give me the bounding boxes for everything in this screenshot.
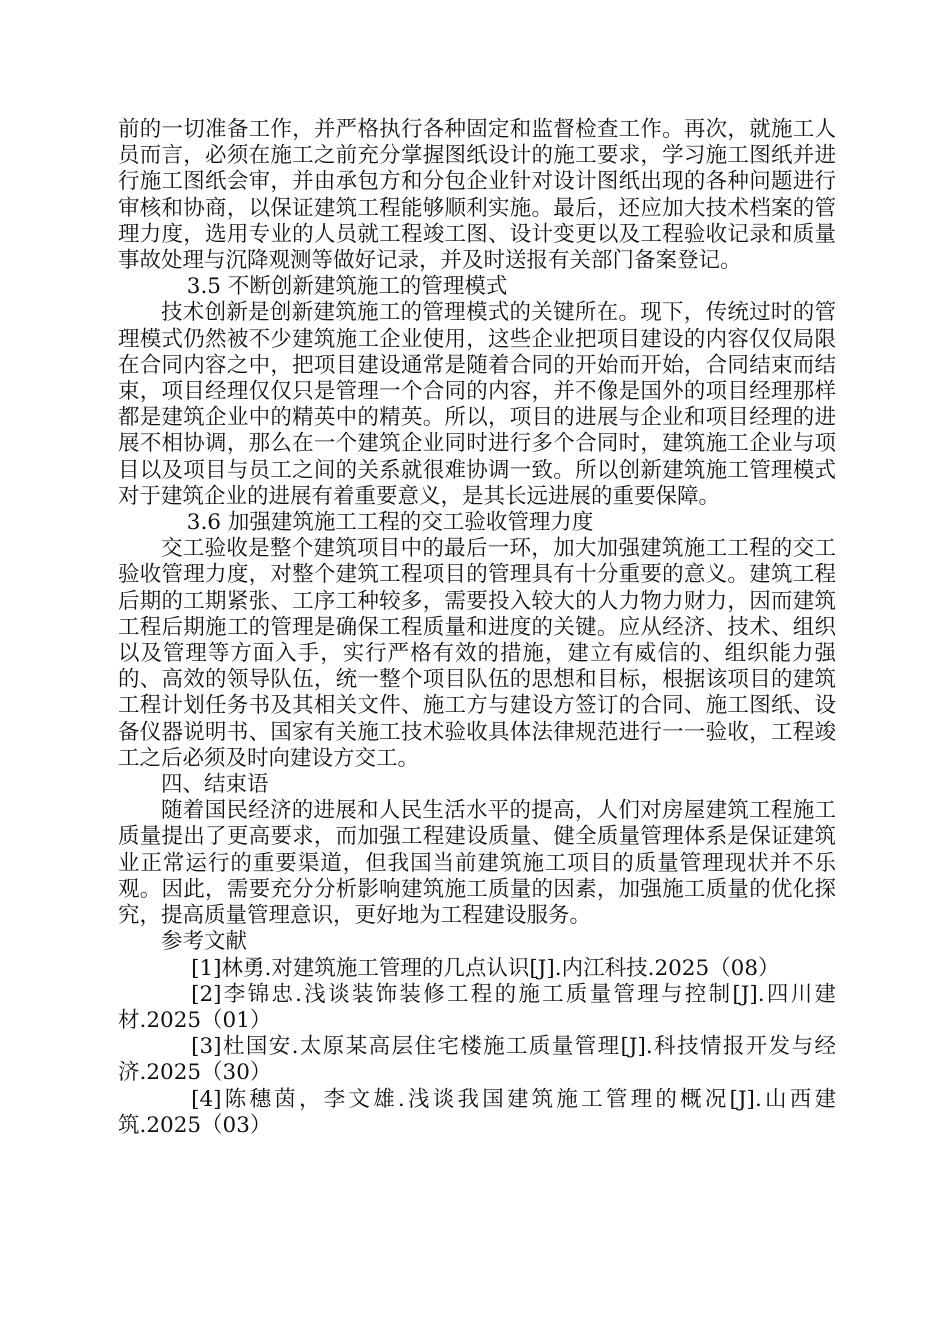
reference-item: [3]杜国安.太原某高层住宅楼施工质量管理[J].科技情报开发与经济.2025（30） bbox=[118, 1034, 836, 1086]
document-page bbox=[118, 117, 836, 1139]
references-title: 参考文献 bbox=[161, 929, 248, 955]
paragraph-3-5: 技术创新是创新建筑施工的管理模式的关键所在。现下，传统过时的管理模式仍然被不少建筑施工企业使用，这些企业把项目建设的内容仅仅局限在合同内容之中，把项目建设通常是随着合同的开始而开始，合同结束而结束，项目经理仅仅只是管理一个合同的内容，并不像是国外的项目经理那样都是建筑企业中的精英中的精英。所以，项目的进展与企业和项目经理的进展不相协调，那么在一个建筑企业同时进行多个合同时，建筑施工企业与项目以及项目与员工之间的关系就很难协调一致。所以创新建筑施工管理模式对于建筑企业的进展有着重要意义，是其长远进展的重要保障。 bbox=[118, 300, 836, 509]
paragraph-3-6: 交工验收是整个建筑项目中的最后一环，加大加强建筑施工工程的交工验收管理力度，对整个建筑工程项目的管理具有十分重要的意义。建筑工程后期的工期紧张、工序工种较多，需要投入较大的人力物力财力，因而建筑工程后期施工的管理是确保工程质量和进度的关键。应从经济、技术、组织以及管理等方面入手，实行严格有效的措施，建立有威信的、组织能力强的、高效的领导队伍，统一整个项目队伍的思想和目标，根据该项目的建筑工程计划任务书及其相关文件、施工方与建设方签订的合同、施工图纸、设备仪器说明书、国家有关施工技术验收具体法律规范进行一一验收，工程竣工之后必须及时向建设方交工。 bbox=[118, 536, 836, 771]
paragraph-4: 随着国民经济的进展和人民生活水平的提高，人们对房屋建筑工程施工质量提出了更高要求，而加强工程建设质量、健全质量管理体系是保证建筑业正常运行的重要渠道，但我国当前建筑施工项目的质量管理现状并不乐观。因此，需要充分分析影响建筑施工质量的因素，加强施工质量的优化探究，提高质量管理意识，更好地为工程建设服务。 bbox=[118, 798, 836, 929]
paragraph-intro: 前的一切准备工作，并严格执行各种固定和监督检查工作。再次，就施工人员而言，必须在施工之前充分掌握图纸设计的施工要求，学习施工图纸并进行施工图纸会审，并由承包方和分包企业针对设计图纸出现的各种问题进行审核和协商，以保证建筑工程能够顺利实施。最后，还应加大技术档案的管理力度，选用专业的人员就工程竣工图、设计变更以及工程验收记录和质量事故处理与沉降观测等做好记录，并及时送报有关部门备案登记。 bbox=[118, 117, 836, 274]
reference-item: [1]林勇.对建筑施工管理的几点认识[J].内江科技.2025（08） bbox=[191, 955, 780, 981]
section-heading-3-6: 3.6 加强建筑施工工程的交工验收管理力度 bbox=[186, 510, 594, 536]
reference-item: [2]李锦忠.浅谈装饰装修工程的施工质量管理与控制[J].四川建材.2025（01） bbox=[118, 981, 836, 1033]
section-heading-4: 四、结束语 bbox=[161, 772, 269, 798]
section-heading-3-5: 3.5 不断创新建筑施工的管理模式 bbox=[186, 274, 508, 300]
reference-item: [4]陈穗茵，李文雄.浅谈我国建筑施工管理的概况[J].山西建筑.2025（03） bbox=[118, 1086, 836, 1138]
